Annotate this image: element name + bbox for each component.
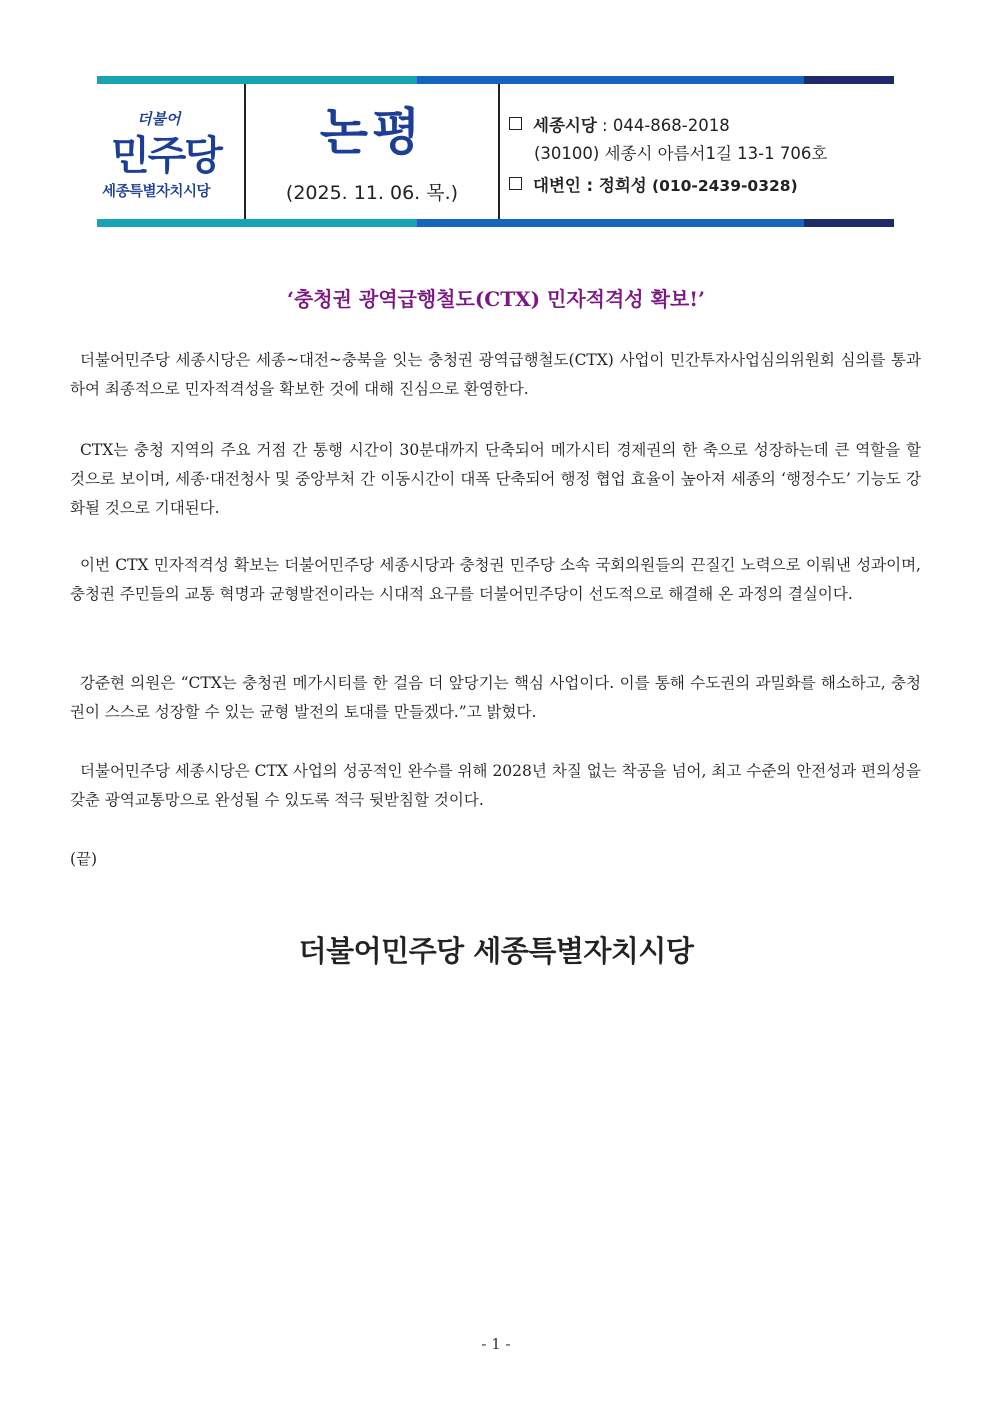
press-headline: ‘충청권 광역급행철도(CTX) 민자적격성 확보!’ xyxy=(287,287,705,311)
office-label: 세종시당 xyxy=(533,116,597,135)
document-date: (2025. 11. 06. 목.) xyxy=(285,182,459,204)
spokesperson-phone: (010-2439-0328) xyxy=(651,177,798,195)
logo-small-text: 더불어 xyxy=(137,110,181,128)
document-type: 논평 xyxy=(319,103,425,161)
document-header xyxy=(97,76,894,228)
logo-main-text: 민주당 xyxy=(111,133,221,179)
body-paragraph: 더불어민주당 세종시당은 CTX 사업의 성공적인 완수를 위해 2028년 차질 없는 착공을 넘어, 최고 수준의 안전성과 편의성을 갖춘 광역교통망으로 완성될 수 있도록 적극 뒷받침할 것이다. xyxy=(70,762,921,809)
page-number: - 1 - xyxy=(481,1335,511,1353)
ending-mark: (끝) xyxy=(70,850,98,868)
body-paragraph: 더불어민주당 세종시당은 세종~대전~충북을 잇는 충청권 광역급행철도(CTX) 사업이 민간투자사업심의위원회 심의를 통과하여 최종적으로 민자적격성을 확보한 것에 대해 진심으로 환영한다. xyxy=(70,351,921,398)
document-title-block xyxy=(246,84,500,219)
office-contact-line xyxy=(509,112,730,136)
checkbox-square-icon xyxy=(509,177,522,190)
logo-sub-text: 세종특별자치시당 xyxy=(102,184,211,200)
spokesperson-line xyxy=(509,172,798,196)
header-bottom-bar xyxy=(97,219,894,227)
header-top-bar xyxy=(97,76,894,84)
contact-block xyxy=(509,84,894,219)
body-paragraph: CTX는 충청 지역의 주요 거점 간 통행 시간이 30분대까지 단축되어 메가시티 경제권의 한 축으로 성장하는데 큰 역할을 할 것으로 보이며, 세종·대전청사 및 중앙부처 간 이동시간이 대폭 단축되어 행정 협업 효율이 높아져 세종의 ‘행정수도’ 기능도 강화될 것으로 기대된다. xyxy=(70,441,921,517)
office-phone: : 044-868-2018 xyxy=(602,116,730,135)
checkbox-square-icon xyxy=(509,117,522,130)
body-paragraph: 이번 CTX 민자적격성 확보는 더불어민주당 세종시당과 충청권 민주당 소속 국회의원들의 끈질긴 노력으로 이뤄낸 성과이며, 충청권 주민들의 교통 혁명과 균형발전이라는 시대적 요구를 더불어민주당이 선도적으로 해결해 온 과정의 결실이다. xyxy=(70,556,921,603)
footer-organization: 더불어민주당 세종특별자치시당 xyxy=(298,934,694,968)
body-paragraph: 강준현 의원은 “CTX는 충청권 메가시티를 한 걸음 더 앞당기는 핵심 사업이다. 이를 통해 수도권의 과밀화를 해소하고, 충청권이 스스로 성장할 수 있는 균형 발전의 토대를 만들겠다.”고 밝혔다. xyxy=(70,674,921,721)
spokesperson-label: 대변인 : 정희성 xyxy=(533,176,647,195)
office-address: (30100) 세종시 아름서1길 13-1 706호 xyxy=(534,144,828,163)
party-logo xyxy=(97,84,246,219)
